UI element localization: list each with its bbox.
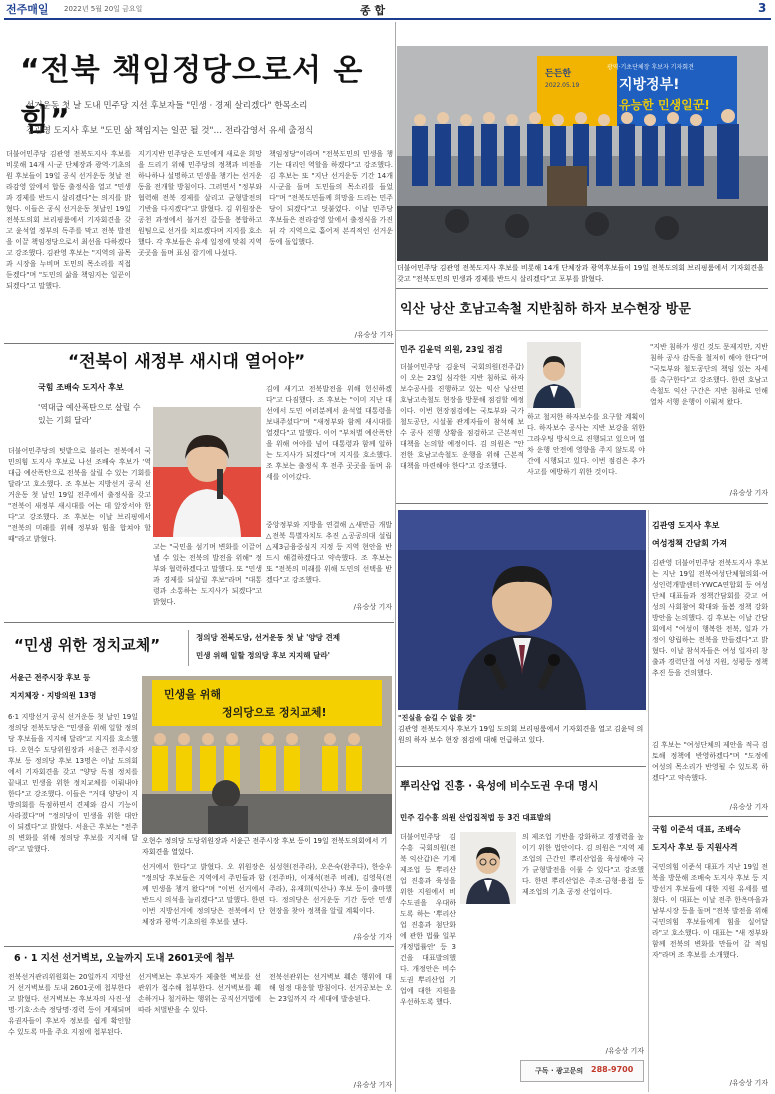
iksan-byline: /유승상 기자 (729, 489, 768, 497)
section-name: 종 합 (360, 4, 386, 17)
justice-kicker-2: 지지체장 · 지방의원 13명 (10, 691, 97, 700)
jang-body-col3: 전북선관위는 선거벽보 훼손 행위에 대해 엄정 대응할 방침이다. 선거공보는 오는 23일까지 각 세대에 발송된다. (269, 973, 392, 1003)
kim-photo (398, 510, 646, 710)
justice-body-col3: 심성현(전주라), 오은숙(완주다), 한승우(전주바), 이재석(전주 비례), 김영묵(전주라), 유재희(익산나) 후보 등이 출마했다. 정의당은 선거운동 기간 동안 민생 현장을 찾아 정책을 알릴 계획이다. (269, 863, 392, 915)
banner-line-1: 지방정부! (619, 77, 680, 93)
lead-photo (397, 46, 768, 261)
lead-subhead-1: 선거운동 첫 날 도내 민주당 지선 후보자들 "민생 · 경제 살리겠다" 한목소리 (26, 101, 308, 111)
issue-date: 2022년 5월 20일 금요일 (64, 5, 143, 13)
iksan-kicker: 민주 김윤덕 의원, 23일 점검 (400, 345, 503, 354)
bio-headline: 뿌리산업 진흥 · 육성에 비수도권 우대 명시 (400, 780, 599, 792)
justice-body-col2: 선거에서 한다"고 밝혔다. 오 위원장은 "정의당 후보들은 지역에서 주민들과 함께 민생을 챙겨 왔다"며 "이번 선거에서 반드시 의석을 늘리겠다"고 말했다. 한편 이번 지방선거에 정의당은 전북에서 단체장과 광역·기초의원 후보를 냈다. (142, 863, 265, 926)
justice-body-col1: 6·1 지방선거 공식 선거운동 첫 날인 19일 정의당 전북도당은 "민생을 위해 일할 정의당 후보들을 지지해 달라"고 지지를 호소했다. 오현수 도당위원장과 서윤근 전주시장 후보 등 정의당 후보 13명은 이날 도의회에서 기자회견을 갖고 "양당 독점 정치를 끝내고 민생을 위한 정치교체를 이뤄내야 한다"고 강조했다. 이들은 "거대 양당이 지방의회를 독점하면서 견제와 감시 기능이 사라졌다"며 "정의당이 민생을 위한 대안이 되겠다"고 밝혔다. 서윤근 후보는 "전주의 변화를 위해 정의당 후보를 지지해 달라"고 말했다. (8, 713, 138, 853)
justice-sign-line-2: 정의당으로 정치교체! (222, 706, 327, 719)
justice-deck-1: 정의당 전북도당, 선거운동 첫 날 '양당 견제 (196, 633, 340, 642)
iksan-body-col3: "지반 침하가 생긴 것도 문제지만, 지반 침하 공사 감독을 철저히 해야 한다"며 "국토부와 철도공단의 책임 있는 자세를 촉구한다"고 강조했다. 한편 호남고속철도 익산 구간은 지반 침하로 인해 열차 서행 운행이 이뤄져 왔다. (650, 343, 768, 406)
kim-kicker-1: 김관영 도지사 후보 (652, 521, 720, 530)
iksan-body-col2: 하고 철저한 하자보수를 요구할 계획이다. 하자보수 공사는 지반 보강을 위한 그라우팅 방식으로 진행되고 있으며 열차 운행 안전에 영향을 주지 않도록 야간에 시행되고 있다. 이번 점검은 추가 사고를 예방하기 위한 것이다. (527, 413, 645, 476)
iksan-body-col1: 더불어민주당 김윤덕 국회의원(전주갑)이 오는 23일 심각한 지반 침하로 하자 보수공사를 진행하고 있는 익산 낭산면 호남고속철도 현장을 방문해 점검할 예정이다. 이번 현장점검에는 국토부와 국가철도공단, 시설물 관계자들이 참석해 보수 공사 진행 상황을 점검하고 근본적인 대책을 논의할 예정이다. 김 의원은 "안전한 호남고속철도 운행을 위해 근본적 대책을 마련해야 한다"고 강조했다. (400, 363, 524, 470)
iksan-portrait (527, 342, 581, 408)
jang-body-col1: 전북선거관리위원회는 20일까지 지방선거 선거벽보를 도내 2601곳에 첩부한다고 밝혔다. 선거벽보는 후보자의 사진·성명·기호·소속 정당명·경력 등이 게재되며 유권자들이 후보자 정보를 쉽게 확인할 수 있도록 마을 주요 지점에 첩부된다. (8, 973, 131, 1036)
lead-byline: /유승상 기자 (354, 331, 393, 339)
jo-kicker: 국힘 조배숙 도지사 후보 (38, 383, 124, 392)
kim-photo-caption: 김관영 전북도지사 후보가 19일 도의회 브리핑룸에서 기자회견을 열고 김윤덕 의원의 하자 보수 현장 점검에 대해 언급하고 있다. (398, 725, 644, 744)
justice-deck-2: 민생 위해 일할 정의당 후보 지지해 달라' (196, 651, 330, 660)
jo-photo (153, 407, 261, 537)
kim-body-col2: 김 후보는 "여성단체의 제안을 적극 검토해 정책에 반영하겠다"며 "도정에 여성의 목소리가 반영될 수 있도록 하겠다"고 약속했다. (652, 741, 768, 782)
page-number: 3 (758, 1, 767, 15)
lead-body-col3: 책임정당"이라며 "전북도민의 민생을 챙기는 대리인 역할을 하겠다"고 강조했다. 김 후보는 또 "지난 선거운동 기간 14개 시·군을 돌며 도민들의 목소리를 들었다"며 "전북도민들께 희망을 드리는 민주당이 되겠다"고 덧붙였다. 이날 민주당 후보들은 전라감영 앞에서 출정식을 가진 뒤 각 지역으로 흩어져 본격적인 선거운동에 돌입했다. (269, 150, 393, 246)
jang-body-col2: 선거벽보는 후보자가 제출한 벽보를 선관위가 접수해 첩부한다. 선거벽보를 훼손하거나 철거하는 행위는 공직선거법에 따라 처벌받을 수 있다. (138, 973, 261, 1014)
bio-body-col2: 의 제조업 기반을 강화하고 경쟁력을 높이기 위한 법안이다. 김 의원은 "지역 제조업의 근간인 뿌리산업을 육성해야 국가 균형발전을 이룰 수 있다"고 강조했다. 한편 뿌리산업은 주조·금형·용접 등 제조업의 기초 공정 산업이다. (522, 833, 644, 896)
jo2-body: 국민의힘 이준석 대표가 지난 19일 전북을 방문해 조배숙 도지사 후보 등 지방선거 후보들에 대한 지원 유세를 펼쳤다. 이 대표는 이날 전주 한옥마을과 남부시장 등을 돌며 "전북 발전을 위해 국민의힘 후보들에게 힘을 실어달라"고 호소했다. 이 대표는 "새 정부와 함께 전북의 변화를 만들어 갈 적임자"라며 조 후보를 소개했다. (652, 863, 768, 959)
jo-subhead: '역대급 예산폭탄으로 살릴 수 있는 기회 달라' (38, 403, 141, 425)
justice-photo (142, 676, 392, 834)
jo2-byline: /유승상 기자 (729, 1079, 768, 1087)
bio-body-col1: 더불어민주당 김수흥 국회의원(전북 익산갑)은 기계제조업 등 뿌리산업 진흥과 육성을 위한 지원에서 비수도권을 우대하도록 하는 '뿌리산업 진흥과 첨단화에 관한 법률 일부개정법률안' 등 3건을 대표발의했다. 개정안은 비수도권 뿌리산업 기업에 대한 지원을 우선하도록 했다. (400, 833, 456, 1006)
lead-body-col1: 더불어민주당 김관영 전북도지사 후보를 비롯해 14개 시·군 단체장과 광역·기초의원 후보들이 19일 공식 선거운동 첫날 전라감영 앞에서 합동 출정식을 열고 "민생과 경제를 반드시 살리겠다"는 의지를 밝혔다. 이들은 공식 선거운동 첫날인 19일 전북도의회 브리핑룸에서 기자회견을 갖고 윤석열 정부의 독주를 막고 전북 발전을 이끌 책임정당으로서 최선을 다하겠다고 강조했다. 김관영 후보는 "지역의 골목과 시장을 누비며 도민의 목소리를 직접 듣겠다"며 "도민의 삶을 책임지는 일꾼이 되겠다"고 말했다. (6, 150, 131, 290)
jo-body-col4: 중앙정부와 지방을 연결해 △새만금 개발 △전북 특별자치도 추진 △공공의대 설립 △제3금융중심지 지정 등 지역 현안을 반드시 해결하겠다고 약속했다. 조 후보는 또 "전북의 미래를 위해 도민의 선택을 받겠다"고 강조했다. (266, 521, 392, 584)
lead-body-col2: 지기지반 민주당은 도민에게 새로운 희망을 드리기 위해 민주당의 정책과 비전을 하나하나 설명하고 민생을 챙기는 선거운동을 전개할 방침이다. 그러면서 "정부와 협력해 전북 경제를 살리고 균형발전의 기반을 다지겠다"고 밝혔다. 김 위원장은 공천 과정에서 불거진 갈등을 봉합하고 원팀으로 선거를 치르겠다며 지지를 호소했다. 각 후보들은 유세 일정에 맞춰 지역 곳곳을 돌며 표심 잡기에 나섰다. (138, 150, 262, 257)
jang-headline: 6 · 1 지선 선거벽보, 오늘까지 도내 2601곳에 첩부 (14, 953, 235, 964)
jo-byline: /유승상 기자 (353, 603, 392, 611)
banner-line-2: 유능한 민생일꾼! (619, 98, 710, 112)
justice-photo-caption: 오현수 정의당 도당위원장과 서윤근 전주시장 후보 등이 19일 전북도의회에서 기자회견을 열었다. (142, 837, 388, 856)
jo-body-col2: 고는 "국민을 섬기며 변화를 이끌어 낼 수 있는 전북의 발전을 위해" 정부와 협력하겠다고 말했다. 또 "민생과 경제를 되살릴 후보"라며 "대통령과 소통하는 도지사가 되겠다"고 밝혔다. (153, 543, 263, 606)
kim-photo-caption-bold: "진실을 숨길 수 없을 것" (398, 714, 476, 722)
justice-headline: “민생 위한 정치교체” (14, 636, 161, 654)
ad-label: 구독 · 광고문의 (535, 1067, 584, 1075)
lead-headline: “전북 책임정당으로서 온 힘” (20, 53, 364, 138)
jo2-kicker-1: 국힘 이준석 대표, 조배숙 (652, 825, 741, 834)
justice-kicker-1: 서윤근 전주시장 후보 등 (10, 673, 91, 682)
ad-phone: 288-9700 (591, 1065, 634, 1074)
kim-byline: /유승상 기자 (729, 803, 768, 811)
bio-byline: /유승상 기자 (605, 1047, 644, 1055)
justice-sign-line-1: 민생을 위해 (164, 688, 221, 701)
banner-small-text: 든든한 (545, 69, 572, 79)
kim-kicker-2: 여성정책 간담회 가져 (652, 539, 728, 548)
iksan-headline: 익산 낭산 호남고속철 지반침하 하자 보수현장 방문 (400, 302, 691, 317)
jo-body-col1: 더불어민주당의 텃밭으로 불리는 전북에서 국민의힘 도지사 후보로 나선 조배숙 후보가 '역대급 예산폭탄으로 전북을 살릴 수 있는 기회를 달라'고 호소했다. 조 후보는 지방선거 공식 선거운동 첫 날인 19일 전주에서 출정식을 갖고 "전북이 새정부 새시대를 여는 데 앞장서야 한다"고 강조했다. 조 후보는 이날 브리핑에서 "전북의 미래를 위해 정부와 힘을 합쳐야 할 때"라고 밝혔다. (8, 447, 151, 543)
jo-portrait (153, 407, 261, 537)
justice-byline: /유승상 기자 (353, 933, 392, 941)
jang-byline: /유승상 기자 (353, 1081, 392, 1089)
jo2-kicker-2: 도지사 후보 등 지원사격 (652, 843, 738, 852)
bio-kicker: 민주 김수흥 의원 산업집적법 등 3건 대표발의 (400, 813, 552, 822)
jo-body-col3: 김에 새기고 전북발전을 위해 헌신하겠다"고 다짐했다. 조 후보는 "이미 지난 대선에서 도민 여러분께서 윤석열 대통령을 보내주셨다"며 "새정부와 함께 새시대를 열겠다"고 말했다. 이어 "부처별 예산폭탄을 위해 여야를 넘어 대통령과 함께 일하는 도지사가 되겠다"며 지지를 호소했다. 조 후보는 출정식 후 전주 곳곳을 돌며 유세를 이어갔다. (266, 385, 392, 481)
kim-photo-scene (398, 510, 646, 710)
lead-subhead-2: 김관영 도지사 후보 "도민 삶 책임지는 일꾼 될 것"… 전라감영서 유세 출정식 (26, 126, 314, 136)
kim-body-col1: 김관영 더불어민주당 전북도지사 후보는 지난 19일 전북여성단체협의회·여성인력개발센터·YWCA연합회 등 여성단체 대표들과 정책간담회를 갖고 여성의 사회참여 확대와 돌봄 정책 강화 방안을 논의했다. 김 후보는 이날 간담회에서 "여성이 행복한 전북, 일과 가정이 양립하는 전북을 만들겠다"고 밝혔다. 이날 참석자들은 여성 일자리 창출과 경력단절 여성 지원, 성평등 정책 추진 등을 건의했다. (652, 559, 768, 677)
masthead (0, 0, 775, 18)
banner-date: 2022.05.19 (545, 82, 580, 89)
iksan-photo (527, 342, 581, 408)
banner-top-text: 광역·기초단체장 후보자 기자회견 (607, 64, 694, 71)
lead-photo-caption: 더불어민주당 김관영 전북도지사 후보를 비롯해 14개 단체장과 광역후보들이 19일 전북도의회 브리핑룸에서 기자회견을 갖고 "전북도민의 민생과 경제를 반드시 살리겠다"고 포부를 밝혔다. (397, 264, 764, 283)
bio-photo (460, 832, 516, 904)
brand-name: 전주매일 (6, 3, 49, 16)
jo-headline: “전북이 새정부 새시대 열어야” (68, 352, 306, 372)
bio-portrait (460, 832, 516, 904)
ad-box (520, 1060, 644, 1082)
